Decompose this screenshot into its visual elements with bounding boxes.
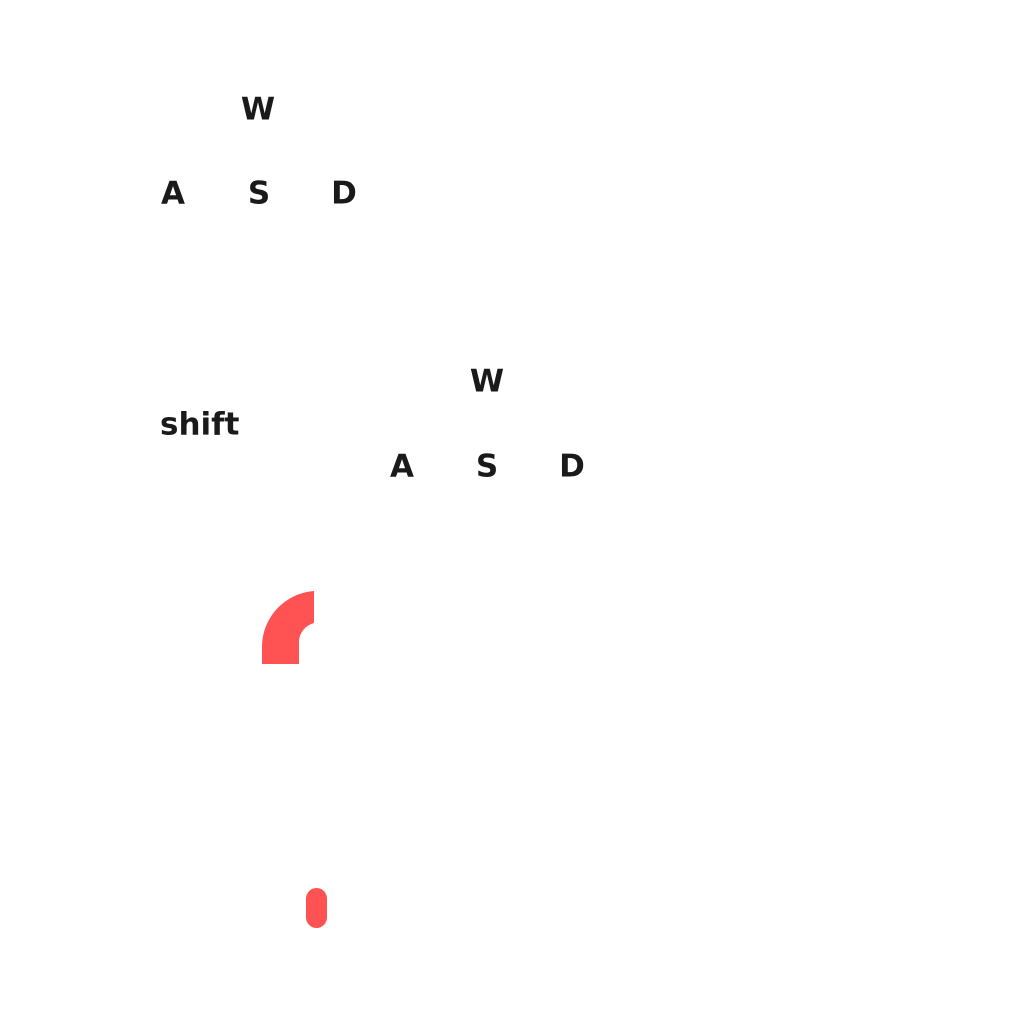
key-a-label: A: [161, 175, 185, 212]
sprint-key-w-label: W: [469, 363, 505, 400]
shift-key-label: shift: [160, 406, 240, 443]
turn-arc-shape: [262, 591, 314, 664]
mouse-pill-shape: [306, 888, 327, 928]
mouse-pill-icon: [303, 885, 333, 931]
sprint-key-s-label: S: [475, 448, 499, 485]
sprint-key-a-label: A: [390, 448, 414, 485]
key-d-label: D: [331, 175, 357, 212]
turn-arc-icon: [258, 588, 318, 668]
sprint-key-d-label: D: [559, 448, 585, 485]
key-w-label: W: [240, 91, 276, 128]
key-s-label: S: [247, 175, 271, 212]
